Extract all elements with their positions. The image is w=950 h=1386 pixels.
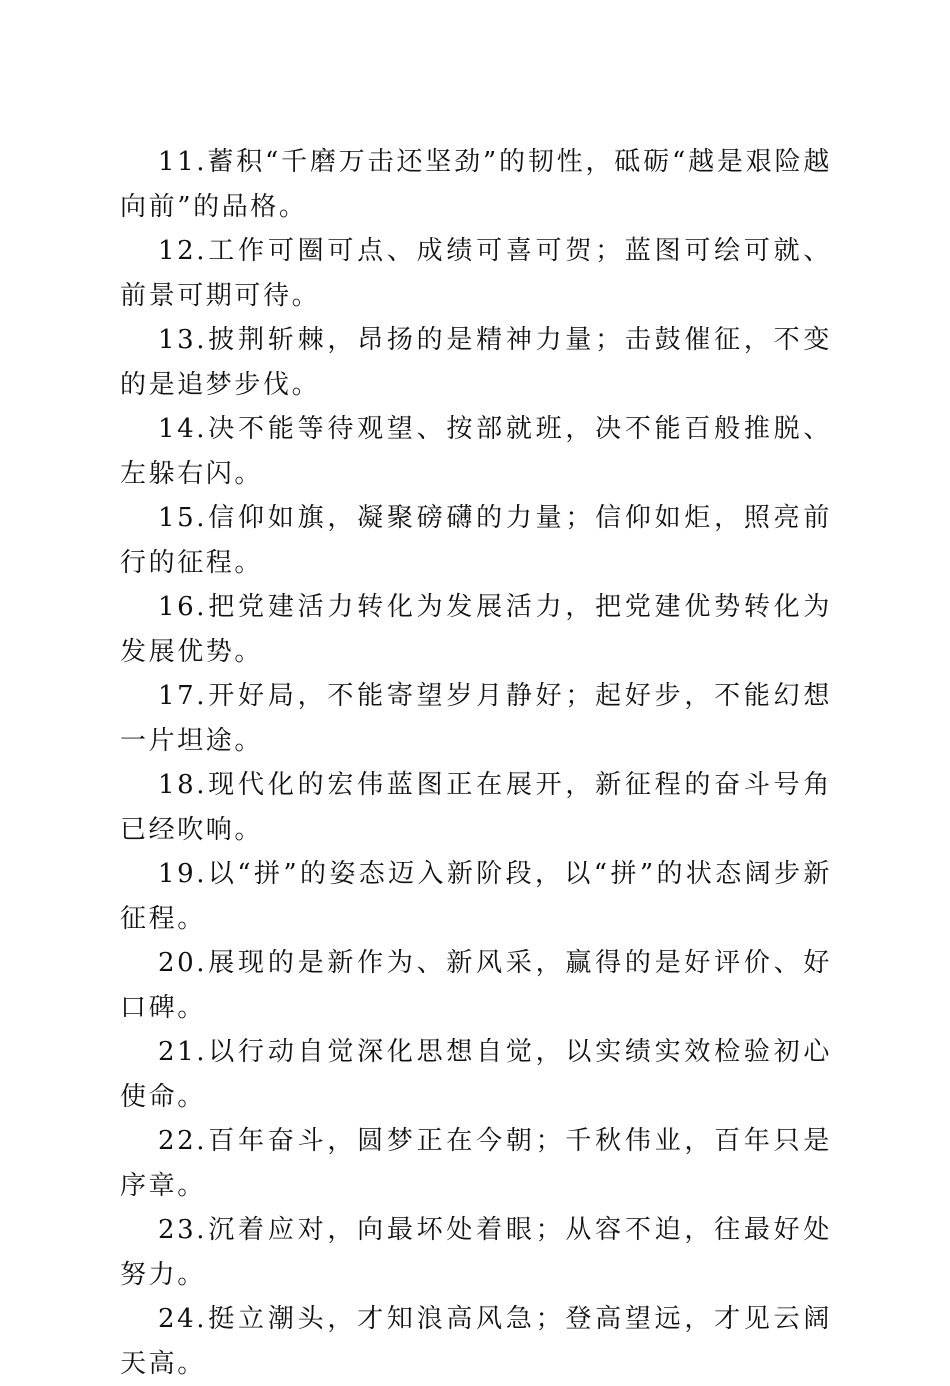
list-item-14: 14.决不能等待观望、按部就班，决不能百般推脱、左躲右闪。	[120, 414, 832, 489]
document-body	[120, 140, 832, 1386]
list-item-24: 24.挺立潮头，才知浪高风急；登高望远，才见云阔天高。	[120, 1304, 832, 1379]
list-item-16: 16.把党建活力转化为发展活力，把党建优势转化为发展优势。	[120, 592, 832, 667]
list-item-22: 22.百年奋斗，圆梦正在今朝；千秋伟业，百年只是序章。	[120, 1126, 832, 1201]
list-item-20: 20.展现的是新作为、新风采，赢得的是好评价、好口碑。	[120, 948, 832, 1023]
list-item-21: 21.以行动自觉深化思想自觉，以实绩实效检验初心使命。	[120, 1037, 832, 1112]
list-item-12: 12.工作可圈可点、成绩可喜可贺；蓝图可绘可就、前景可期可待。	[120, 236, 832, 311]
list-item-15: 15.信仰如旗，凝聚磅礴的力量；信仰如炬，照亮前行的征程。	[120, 503, 832, 578]
list-item-19: 19.以“拼”的姿态迈入新阶段，以“拼”的状态阔步新征程。	[120, 859, 832, 934]
list-item-17: 17.开好局，不能寄望岁月静好；起好步，不能幻想一片坦途。	[120, 681, 832, 756]
list-item-11: 11.蓄积“千磨万击还坚劲”的韧性，砥砺“越是艰险越向前”的品格。	[120, 147, 832, 222]
list-item-13: 13.披荆斩棘，昂扬的是精神力量；击鼓催征，不变的是追梦步伐。	[120, 325, 832, 400]
list-item-18: 18.现代化的宏伟蓝图正在展开，新征程的奋斗号角已经吹响。	[120, 770, 832, 845]
list-item-23: 23.沉着应对，向最坏处着眼；从容不迫，往最好处努力。	[120, 1215, 832, 1290]
